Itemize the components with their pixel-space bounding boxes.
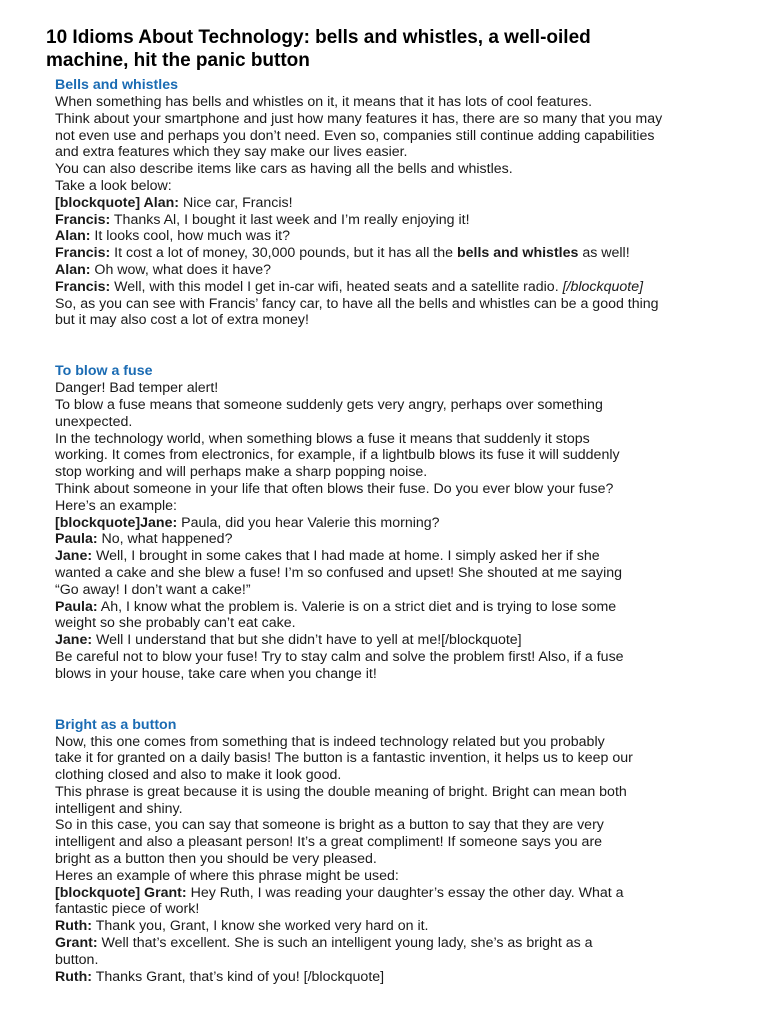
text-line <box>55 414 728 431</box>
text-line <box>55 161 728 178</box>
line-text: Nice car, Francis! <box>179 194 293 211</box>
speaker-name: [blockquote] Grant: <box>55 884 187 901</box>
line-text: Take a look below: <box>55 177 172 194</box>
line-text: bright as a button then you should be very pleased. <box>55 851 377 868</box>
text-line <box>55 380 728 397</box>
text-line <box>55 750 728 767</box>
emphasized-idiom: bells and whistles <box>456 245 579 262</box>
blockquote-end-marker: [/blockquote] <box>562 278 644 295</box>
text-line <box>55 245 728 262</box>
speaker-name: Alan: <box>55 228 91 245</box>
line-text: Heres an example of where this phrase might be used: <box>55 867 399 884</box>
document-body <box>46 77 728 985</box>
line-text: Thanks Al, I bought it last week and I’m really enjoying it! <box>110 211 470 228</box>
line-text: Thanks Grant, that’s kind of you! [/blockquote] <box>92 968 385 985</box>
text-line <box>55 615 728 632</box>
text-line <box>55 952 728 969</box>
line-text: Oh wow, what does it have? <box>90 261 272 278</box>
idiom-section <box>46 717 728 986</box>
line-text: Ah, I know what the problem is. Valerie is on a strict diet and is trying to lose some <box>97 598 617 615</box>
text-line <box>55 885 728 902</box>
line-text: fantastic piece of work! <box>55 901 200 918</box>
text-line <box>55 548 728 565</box>
speaker-name: Ruth: <box>55 918 93 935</box>
text-line <box>55 649 728 666</box>
document-title-line-1: 10 Idioms About Technology: bells and whistles, a well-oiled <box>46 27 591 48</box>
text-line <box>55 178 728 195</box>
speaker-name: Ruth: <box>55 968 93 985</box>
speaker-name: [blockquote] Alan: <box>55 194 180 211</box>
speaker-name: Paula: <box>55 531 98 548</box>
speaker-name: Alan: <box>55 261 91 278</box>
line-text: No, what happened? <box>97 531 233 548</box>
section-heading: To blow a fuse <box>55 363 153 380</box>
text-line <box>55 632 728 649</box>
text-line <box>55 734 728 751</box>
line-text: Danger! Bad temper alert! <box>55 380 219 397</box>
text-line <box>55 868 728 885</box>
line-text: Well I understand that but she didn’t have to yell at me![/blockquote] <box>92 632 522 649</box>
text-line <box>55 279 728 296</box>
line-text-after: as well! <box>578 245 630 262</box>
document-title <box>46 26 728 72</box>
text-line <box>55 666 728 683</box>
speaker-name: [blockquote]Jane: <box>55 514 178 531</box>
text-line <box>55 128 728 145</box>
speaker-name: Francis: <box>55 211 111 228</box>
text-line <box>55 397 728 414</box>
speaker-name: Jane: <box>55 548 93 565</box>
idiom-section <box>46 363 728 682</box>
text-line <box>55 228 728 245</box>
line-text: Think about your smartphone and just how many features it has, there are so many that you may <box>55 110 663 127</box>
line-text: Hey Ruth, I was reading your daughter’s essay the other day. What a <box>186 884 624 901</box>
line-text: take it for granted on a daily basis! The button is a fantastic invention, it helps us to keep our <box>55 750 633 767</box>
line-text: Well, with this model I get in-car wifi, heated seats and a satellite radio. <box>110 278 563 295</box>
speaker-name: Paula: <box>55 598 98 615</box>
text-line <box>55 901 728 918</box>
text-line <box>55 447 728 464</box>
line-text: Well that’s excellent. She is such an intelligent young lady, she’s as bright as a <box>97 935 593 952</box>
section-heading: Bright as a button <box>55 716 177 733</box>
line-text: So, as you can see with Francis’ fancy car, to have all the bells and whistles can be a good thing <box>55 295 659 312</box>
text-line <box>55 801 728 818</box>
section-heading: Bells and whistles <box>55 77 178 93</box>
line-text: Well, I brought in some cakes that I had made at home. I simply asked her if she <box>92 548 600 565</box>
text-line <box>55 212 728 229</box>
line-text: So in this case, you can say that someone is bright as a button to say that they are very <box>55 817 604 834</box>
text-line <box>55 565 728 582</box>
text-line <box>55 312 728 329</box>
line-text: Paula, did you hear Valerie this morning? <box>177 514 440 531</box>
line-text: working. It comes from electronics, for example, if a lightbulb blows its fuse it will suddenly <box>55 447 620 464</box>
line-text: It looks cool, how much was it? <box>90 228 290 245</box>
line-text: stop working and will perhaps make a sharp popping noise. <box>55 464 428 481</box>
text-line <box>55 481 728 498</box>
text-line <box>55 262 728 279</box>
text-line <box>55 464 728 481</box>
line-text: intelligent and also a pleasant person! It’s a great compliment! If someone says you are <box>55 834 603 851</box>
text-line <box>55 784 728 801</box>
text-line <box>55 431 728 448</box>
line-text: blows in your house, take care when you change it! <box>55 665 377 682</box>
line-text: intelligent and shiny. <box>55 800 183 817</box>
line-text: not even use and perhaps you don’t need. Even so, companies still continue adding capabilities <box>55 127 655 144</box>
text-line <box>55 582 728 599</box>
text-line <box>55 195 728 212</box>
line-text: In the technology world, when something blows a fuse it means that suddenly it stops <box>55 430 590 447</box>
speaker-name: Francis: <box>55 278 111 295</box>
text-line <box>55 834 728 851</box>
text-line <box>55 817 728 834</box>
text-line <box>55 969 728 986</box>
text-line <box>55 296 728 313</box>
idiom-section <box>46 77 728 329</box>
line-text: To blow a fuse means that someone suddenly gets very angry, perhaps over something <box>55 396 603 413</box>
text-line <box>55 767 728 784</box>
text-line <box>55 918 728 935</box>
text-line <box>55 531 728 548</box>
line-text: Think about someone in your life that often blows their fuse. Do you ever blow your fuse? <box>55 480 614 497</box>
line-text: It cost a lot of money, 30,000 pounds, but it has all the <box>110 245 457 262</box>
text-line <box>55 498 728 515</box>
line-text: wanted a cake and she blew a fuse! I’m so confused and upset! She shouted at me saying <box>55 564 623 581</box>
line-text: but it may also cost a lot of extra money! <box>55 312 309 329</box>
text-line <box>55 111 728 128</box>
speaker-name: Grant: <box>55 935 98 952</box>
line-text: Thank you, Grant, I know she worked very hard on it. <box>92 918 429 935</box>
document-title-line-2: machine, hit the panic button <box>46 50 310 71</box>
line-text: button. <box>55 951 99 968</box>
line-text: When something has bells and whistles on it, it means that it has lots of cool features. <box>55 94 593 110</box>
line-text: Now, this one comes from something that is indeed technology related but you probably <box>55 733 605 750</box>
text-line <box>55 599 728 616</box>
line-text: clothing closed and also to make it look good. <box>55 767 342 784</box>
text-line <box>55 851 728 868</box>
text-line <box>55 515 728 532</box>
speaker-name: Francis: <box>55 245 111 262</box>
line-text: Be careful not to blow your fuse! Try to stay calm and solve the problem first! Also, if a fuse <box>55 648 624 665</box>
text-line <box>55 94 728 111</box>
line-text: You can also describe items like cars as having all the bells and whistles. <box>55 161 513 178</box>
line-text: unexpected. <box>55 413 133 430</box>
line-text: and extra features which they say make our lives easier. <box>55 144 408 161</box>
line-text: Here’s an example: <box>55 497 177 514</box>
speaker-name: Jane: <box>55 632 93 649</box>
line-text: weight so she probably can’t eat cake. <box>55 615 296 632</box>
text-line <box>55 935 728 952</box>
line-text: This phrase is great because it is using the double meaning of bright. Bright can mean both <box>55 783 627 800</box>
text-line <box>55 144 728 161</box>
line-text: “Go away! I don’t want a cake!” <box>55 581 251 598</box>
